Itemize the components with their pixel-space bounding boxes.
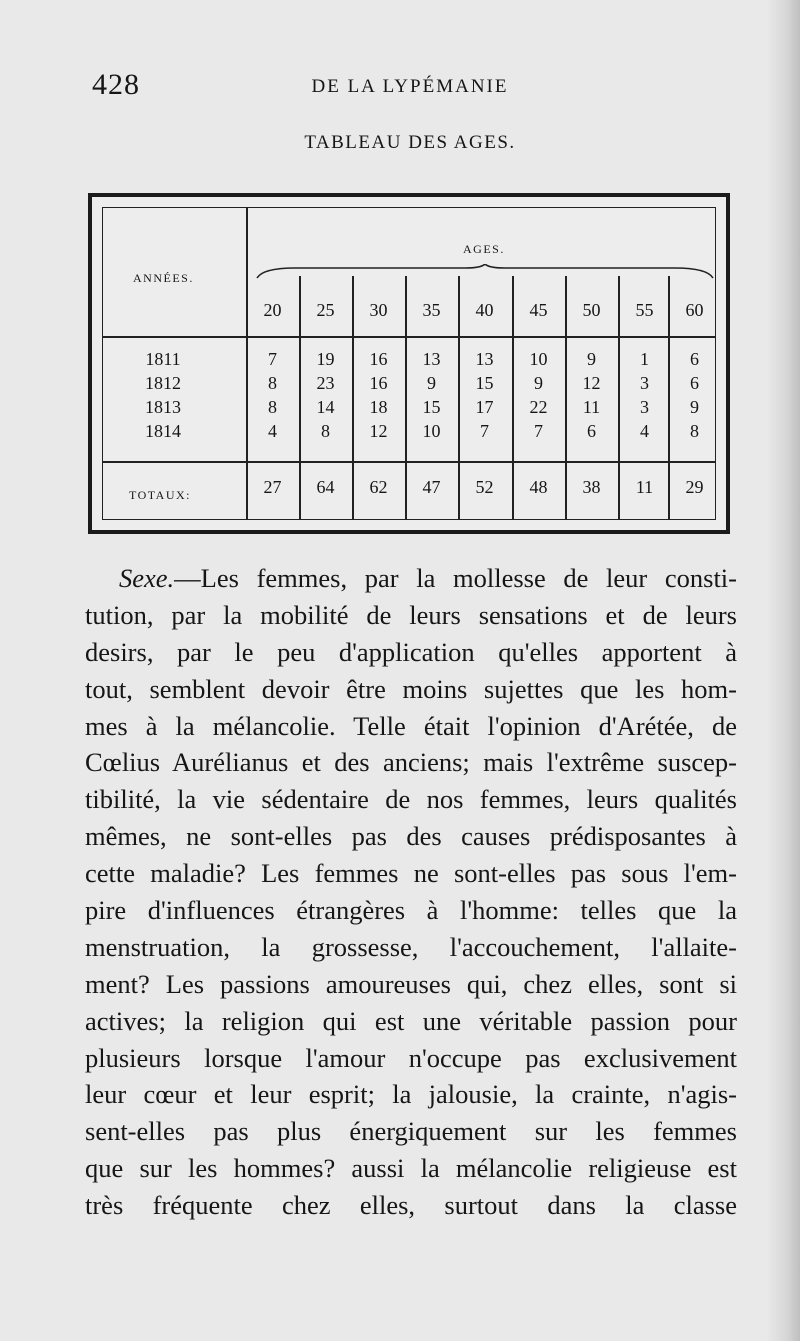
value-cell: 3: [640, 373, 649, 393]
text-line: sent-elles pas plus énergiquement sur les femmes: [85, 1116, 737, 1147]
text-line: pire d'influences étrangères à l'homme: telles que la: [85, 895, 737, 926]
text-line: actives; la religion qui est une véritable passion pour: [85, 1005, 737, 1036]
text-line: plusieurs lorsque l'amour n'occupe pas exclusivement: [85, 1042, 737, 1073]
group-header: AGES.: [463, 242, 505, 256]
running-head: [90, 68, 730, 108]
total-cell: 27: [263, 477, 282, 497]
age-header: 35: [422, 300, 441, 320]
value-cell: 13: [475, 349, 494, 369]
total-cell: 47: [422, 477, 441, 497]
value-cell: 3: [640, 397, 649, 417]
text-line: tibilité, la vie sédentaire de nos femmes, leurs qualités: [85, 784, 737, 815]
value-cell: 4: [640, 421, 649, 441]
value-cell: 6: [587, 421, 596, 441]
table-grid: [102, 207, 716, 520]
row-divider: [103, 336, 715, 338]
value-cell: 18: [369, 397, 388, 417]
value-cell: 9: [587, 349, 596, 369]
age-header: 60: [685, 300, 704, 320]
value-cell: 11: [582, 397, 601, 417]
text-line: tout, semblent devoir être moins sujettes que les hom-: [85, 673, 737, 704]
age-header: 45: [529, 300, 548, 320]
text-line: Cœlius Aurélianus et des anciens; mais l'extrême suscep-: [85, 747, 737, 778]
value-cell: 10: [529, 349, 548, 369]
age-header: 55: [635, 300, 654, 320]
total-cell: 29: [685, 477, 704, 497]
text-line: ment? Les passions amoureuses qui, chez elles, sont si: [85, 968, 737, 999]
total-cell: 64: [316, 477, 335, 497]
value-cell: 15: [422, 397, 441, 417]
value-cell: 13: [422, 349, 441, 369]
running-title: DE LA LYPÉMANIE: [311, 76, 509, 97]
value-cell: 1: [640, 349, 649, 369]
total-cell: 11: [635, 477, 654, 497]
value-cell: 7: [534, 421, 543, 441]
value-cell: 6: [690, 373, 699, 393]
text-line: leur cœur et leur esprit; la jalousie, la crainte, n'agis-: [85, 1079, 737, 1110]
value-cell: 22: [529, 397, 548, 417]
value-cell: 7: [480, 421, 489, 441]
text-line: très fréquente chez elles, surtout dans la classe: [85, 1190, 737, 1221]
body-paragraph: [85, 560, 737, 1224]
age-header: 25: [316, 300, 335, 320]
text-line: desirs, par le peu d'application qu'elles apportent à: [85, 636, 737, 667]
value-cell: 10: [422, 421, 441, 441]
age-header: 30: [369, 300, 388, 320]
value-cell: 12: [369, 421, 388, 441]
value-cell: 8: [321, 421, 330, 441]
value-cell: 14: [316, 397, 335, 417]
value-cell: 8: [268, 373, 277, 393]
text-line: [85, 560, 737, 597]
value-cell: 17: [475, 397, 494, 417]
text-line: tution, par la mobilité de leurs sensations et de leurs: [85, 599, 737, 630]
table-title: TABLEAU DES AGES.: [304, 132, 516, 153]
text-line: mêmes, ne sont-elles pas des causes prédisposantes à: [85, 821, 737, 852]
value-cell: 7: [268, 349, 277, 369]
total-cell: 48: [529, 477, 548, 497]
year-cell: 1811: [145, 349, 181, 369]
year-cell: 1812: [145, 373, 181, 393]
line-text: —Les femmes, par la mollesse de leur consti-: [174, 563, 737, 593]
value-cell: 15: [475, 373, 494, 393]
row-divider: [103, 461, 715, 463]
value-cell: 16: [369, 373, 388, 393]
year-cell: 1813: [145, 397, 181, 417]
total-cell: 38: [582, 477, 601, 497]
value-cell: 19: [316, 349, 335, 369]
value-cell: 16: [369, 349, 388, 369]
age-header: 40: [475, 300, 494, 320]
text-line: menstruation, la grossesse, l'accouchement, l'allaite-: [85, 931, 737, 962]
age-header: 20: [263, 300, 282, 320]
value-cell: 9: [427, 373, 436, 393]
page-edge-shadow: [766, 0, 800, 1341]
value-cell: 9: [534, 373, 543, 393]
text-line: mes à la mélancolie. Telle était l'opinion d'Arétée, de: [85, 710, 737, 741]
ages-table: [88, 193, 730, 534]
value-cell: 23: [316, 373, 335, 393]
value-cell: 9: [690, 397, 699, 417]
total-cell: 62: [369, 477, 388, 497]
value-cell: 12: [582, 373, 601, 393]
row-header: ANNÉES.: [133, 271, 194, 285]
age-header: 50: [582, 300, 601, 320]
year-cell: 1814: [145, 421, 181, 441]
value-cell: 4: [268, 421, 277, 441]
value-cell: 6: [690, 349, 699, 369]
value-cell: 8: [690, 421, 699, 441]
total-cell: 52: [475, 477, 494, 497]
text-line: cette maladie? Les femmes ne sont-elles pas sous l'em-: [85, 858, 737, 889]
group-brace: [255, 264, 715, 280]
value-cell: 8: [268, 397, 277, 417]
page-number: 428: [92, 68, 140, 101]
text-line: que sur les hommes? aussi la mélancolie religieuse est: [85, 1153, 737, 1184]
lead-word: Sexe.: [119, 563, 175, 593]
totals-label: TOTAUX:: [129, 488, 191, 502]
